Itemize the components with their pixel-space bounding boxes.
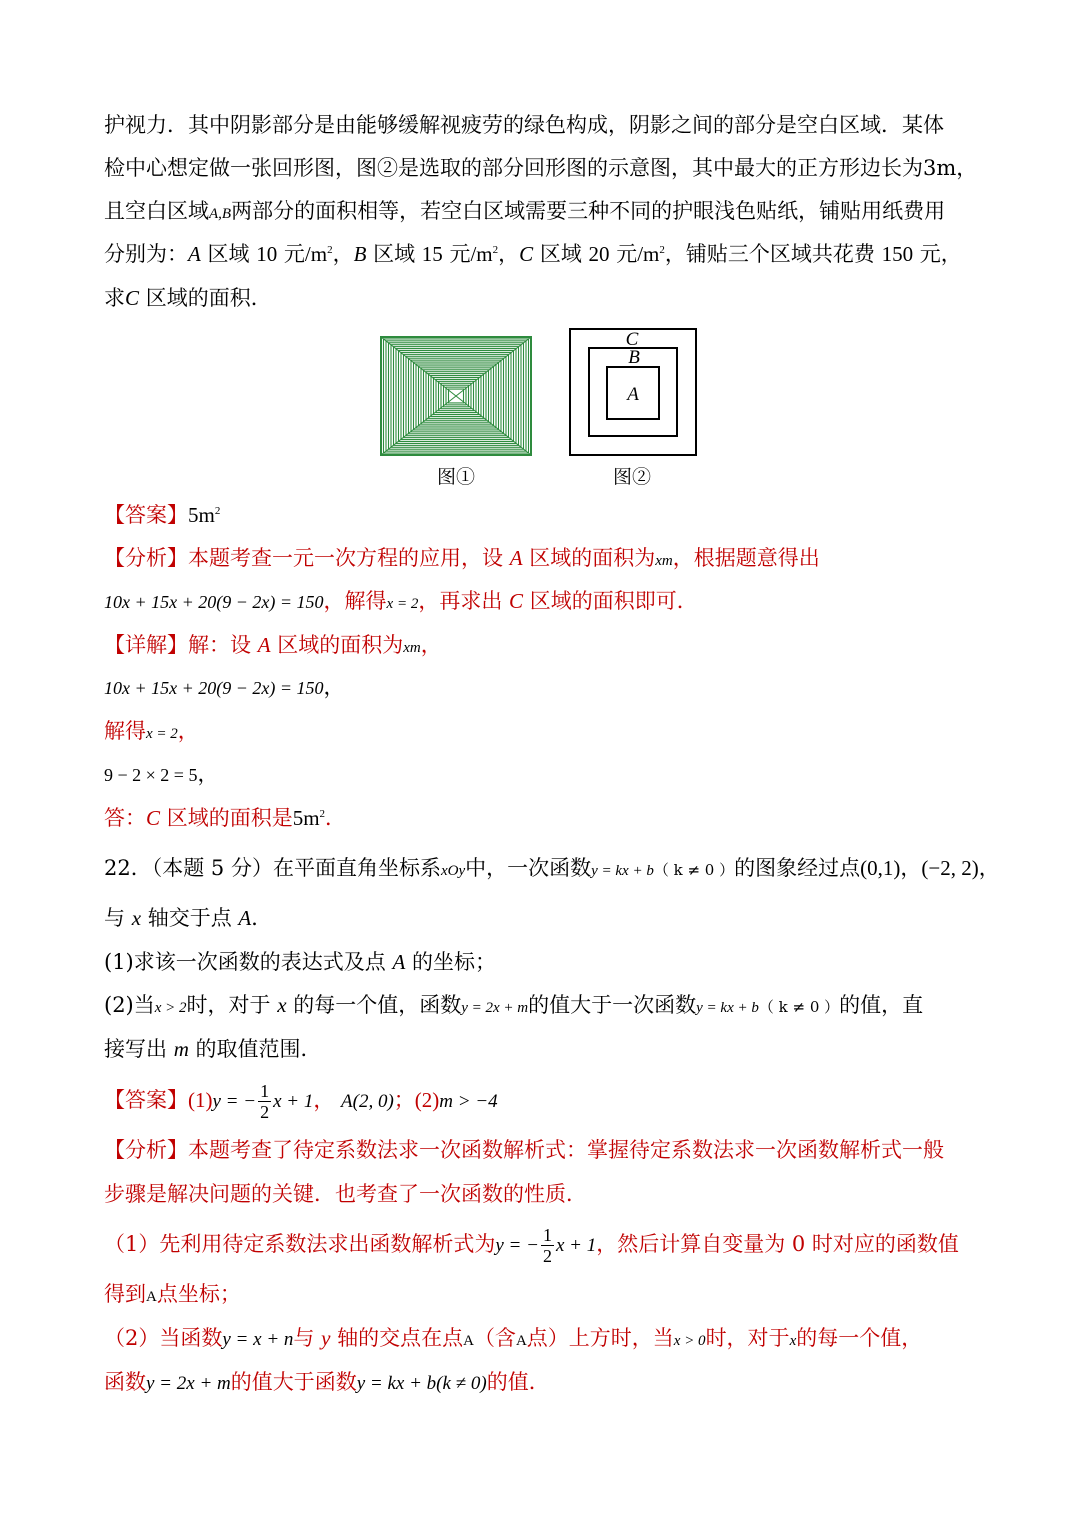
text: 轴的交点在点 xyxy=(337,1326,464,1350)
text: ， xyxy=(177,719,199,743)
text: 本题考查一元一次方程的应用，设 xyxy=(188,546,503,570)
math: A xyxy=(515,1333,527,1349)
math: 5m xyxy=(292,806,320,830)
math: (−2, 2) xyxy=(921,856,979,880)
math: A,B xyxy=(209,206,232,222)
q22-analysis-step-1 xyxy=(104,1222,959,1268)
math: C xyxy=(125,286,140,310)
text: ，再求出 xyxy=(418,589,503,613)
q22-sub2-line-1 xyxy=(104,991,923,1022)
text: 解得 xyxy=(104,719,146,743)
figure-2-caption: 图② xyxy=(613,466,652,488)
analysis-tag: 【分析】 xyxy=(104,546,188,570)
numerator: 1 xyxy=(260,1081,270,1101)
answer-tag: 【答案】 xyxy=(104,503,188,527)
math: y xyxy=(321,1326,331,1350)
math: C xyxy=(519,242,534,266)
q22-analysis-step-2 xyxy=(104,1324,922,1355)
denominator: 2 xyxy=(542,1246,552,1266)
superscript: 2 xyxy=(319,808,326,820)
q21-detail-line-5 xyxy=(104,804,346,832)
question-meta: （本题 5 分） xyxy=(151,856,273,880)
detail-tag: 【详解】 xyxy=(104,633,188,657)
math: y = 2x + m xyxy=(146,1373,231,1394)
math: m > −4 xyxy=(439,1091,498,1112)
numerator: 1 xyxy=(542,1225,552,1245)
q21-line-1 xyxy=(104,111,944,139)
math: x xyxy=(131,906,142,930)
figure-2-schematic xyxy=(566,326,700,458)
number: 150 xyxy=(881,242,914,266)
text: （1）先利用待定系数法求出函数解析式为 xyxy=(104,1232,496,1256)
fraction xyxy=(258,1082,271,1121)
text: 解：设 xyxy=(188,633,251,657)
math: x xyxy=(277,993,287,1017)
text: 时，对于 xyxy=(186,993,271,1017)
text: 区域 xyxy=(207,242,250,266)
label-B: B xyxy=(628,347,640,368)
fraction xyxy=(541,1226,554,1265)
text: 两部分的面积相等，若空白区域需要三种不同的护眼浅色贴纸，铺贴用纸费用 xyxy=(231,199,946,223)
q21-detail-line-3 xyxy=(104,717,199,748)
math: x xyxy=(789,1333,797,1349)
text: 函数 xyxy=(104,1370,146,1394)
text: 护视力．其中阴影部分是由能够缓解视疲劳的绿色构成，阴影之间的部分是空白区域．某体 xyxy=(104,113,944,137)
superscript: 2 xyxy=(659,244,665,256)
q22-sub1 xyxy=(104,948,496,976)
answer-value: 5m xyxy=(188,503,215,527)
math: （ k ≠ 0 ） xyxy=(653,861,735,879)
math: y = − xyxy=(212,1091,257,1112)
text: 分别为： xyxy=(104,242,188,266)
math: A xyxy=(257,633,271,657)
green-concentric-pattern xyxy=(381,337,531,455)
text: 的值大于函数 xyxy=(230,1370,357,1394)
math: A xyxy=(188,242,201,266)
text: 元 xyxy=(449,242,471,266)
math: x > 0 xyxy=(673,1333,706,1349)
math: y = kx + b(k ≠ 0) xyxy=(356,1373,487,1394)
math: x + 1 xyxy=(555,1235,597,1256)
q22-analysis-line-1 xyxy=(104,1136,944,1164)
superscript: 2 xyxy=(214,505,221,517)
math: m xyxy=(173,1037,189,1061)
text: 元 xyxy=(283,242,305,266)
text: 答： xyxy=(104,806,146,830)
text: 的每一个值，函数 xyxy=(293,993,462,1017)
math: y = kx + b xyxy=(591,863,654,879)
math: y = kx + b xyxy=(696,1000,759,1016)
text: ． xyxy=(325,806,347,830)
number: 10 xyxy=(256,242,278,266)
text: 区域的面积即可． xyxy=(529,589,698,613)
text: 元 xyxy=(616,242,638,266)
superscript: 2 xyxy=(492,244,499,256)
text: 时，对于 xyxy=(705,1326,790,1350)
text: 与 xyxy=(293,1326,315,1350)
text: 在平面直角坐标系 xyxy=(272,856,441,880)
text: 区域的面积为 xyxy=(277,633,404,657)
math: y = 2x + m xyxy=(461,1000,529,1016)
question-number: 22． xyxy=(104,856,152,880)
equation: 10x + 15x + 20(9 − 2x) = 150 xyxy=(104,678,324,698)
text: ， xyxy=(420,633,442,657)
math: xOy xyxy=(440,863,466,879)
text: 接写出 xyxy=(104,1037,167,1061)
text: 的值大于一次函数 xyxy=(528,993,697,1017)
math: x + 1 xyxy=(273,1091,314,1112)
text: 的坐标； xyxy=(411,950,496,974)
math: xm xyxy=(655,553,673,569)
text: 区域的面积． xyxy=(145,286,272,310)
text: 区域 xyxy=(539,242,582,266)
math: C xyxy=(509,589,524,613)
unit: /m xyxy=(470,242,493,266)
text: ， xyxy=(978,856,1000,880)
text: (1) xyxy=(188,1088,213,1112)
q21-answer xyxy=(104,501,220,529)
text: ，根据题意得出 xyxy=(672,546,820,570)
text: ， xyxy=(197,762,219,786)
q21-line-4 xyxy=(104,240,962,268)
text: 本题考查了待定系数法求一次函数解析式：掌握待定系数法求一次函数解析式一般 xyxy=(188,1138,944,1162)
text: ． xyxy=(251,906,273,930)
q22-sub2-line-2 xyxy=(104,1035,322,1063)
text: ， xyxy=(313,1088,335,1112)
q21-analysis-line-2 xyxy=(104,587,698,618)
q22-line-1 xyxy=(104,854,1000,885)
answer-tag: 【答案】 xyxy=(104,1088,188,1112)
math: x = 2 xyxy=(386,596,419,612)
figure-1-green-squares xyxy=(380,336,532,456)
q22-line-2 xyxy=(104,904,272,932)
math: (0,1) xyxy=(860,856,901,880)
math: x > 2 xyxy=(154,1000,187,1016)
text: 点坐标； xyxy=(156,1282,241,1306)
q21-detail-line-2 xyxy=(104,673,345,702)
text: 区域的面积为 xyxy=(529,546,656,570)
math: A(2, 0) xyxy=(341,1091,394,1112)
q21-detail-line-4 xyxy=(104,760,218,789)
text: ，铺贴三个区域共花费 xyxy=(664,242,875,266)
label-C: C xyxy=(625,329,639,350)
math: A xyxy=(238,906,252,930)
label-A: A xyxy=(627,384,639,405)
figure-1-caption: 图① xyxy=(437,466,476,488)
math: y = − xyxy=(495,1235,539,1256)
math: C xyxy=(146,806,161,830)
math: xm xyxy=(403,640,421,656)
text: （含 xyxy=(473,1326,516,1350)
text: 得到 xyxy=(104,1282,146,1306)
math: A xyxy=(509,546,523,570)
q22-analysis-line-2 xyxy=(104,1180,587,1208)
text: ，然后计算自变量为 0 时对应的函数值 xyxy=(596,1232,959,1256)
denominator: 2 xyxy=(260,1102,270,1122)
math: （ k ≠ 0 ） xyxy=(758,998,840,1016)
math: B xyxy=(353,242,367,266)
equation: 10x + 15x + 20(9 − 2x) = 150 xyxy=(104,592,324,612)
math: A xyxy=(392,950,406,974)
unit: /m xyxy=(637,242,660,266)
math: A xyxy=(463,1333,474,1349)
q22-answer xyxy=(104,1078,498,1124)
text: 与 xyxy=(104,906,125,930)
text: 轴交于点 xyxy=(147,906,232,930)
text: 的值． xyxy=(486,1370,550,1394)
analysis-tag: 【分析】 xyxy=(104,1138,188,1162)
text: 中，一次函数 xyxy=(465,856,592,880)
text: 检中心想定做一张回形图，图②是选取的部分回形图的示意图，其中最大的正方形边长为3m， xyxy=(104,156,978,180)
q22-analysis-step-2-line-2 xyxy=(104,1368,550,1398)
text: (2) xyxy=(414,1088,440,1112)
text: ， xyxy=(332,242,354,266)
text: 的每一个值， xyxy=(796,1326,923,1350)
text: ，解得 xyxy=(323,589,387,613)
text: 区域 xyxy=(373,242,416,266)
q21-line-5 xyxy=(104,284,272,312)
text: ， xyxy=(900,856,922,880)
math: A xyxy=(146,1289,157,1305)
q21-line-2 xyxy=(104,154,977,182)
text: 且空白区域 xyxy=(104,199,209,223)
text: 的图象经过点 xyxy=(734,856,861,880)
text: 元， xyxy=(919,242,962,266)
text: ； xyxy=(393,1088,415,1112)
text: 区域的面积是 xyxy=(166,806,293,830)
math: x = 2 xyxy=(146,726,178,742)
text: 求 xyxy=(104,286,125,310)
equation: 9 − 2 × 2 = 5 xyxy=(104,765,198,785)
text: （2）当函数 xyxy=(104,1326,223,1350)
text: 的取值范围． xyxy=(195,1037,322,1061)
text: 步骤是解决问题的关键．也考查了一次函数的性质． xyxy=(104,1182,587,1206)
q21-analysis-line-1 xyxy=(104,544,820,575)
text: (1)求该一次函数的表达式及点 xyxy=(104,950,386,974)
q21-line-3 xyxy=(104,197,945,228)
q22-analysis-step-1-line-2 xyxy=(104,1280,241,1311)
number: 20 xyxy=(588,242,610,266)
text: 点）上方时，当 xyxy=(526,1326,674,1350)
superscript: 2 xyxy=(327,244,333,256)
text: 的值，直 xyxy=(839,993,924,1017)
text: (2)当 xyxy=(104,993,155,1017)
math: y = x + n xyxy=(222,1329,294,1350)
text: ， xyxy=(323,675,345,699)
q21-detail-line-1 xyxy=(104,631,442,662)
unit: /m xyxy=(304,242,328,266)
text: ， xyxy=(498,242,520,266)
number: 15 xyxy=(421,242,443,266)
